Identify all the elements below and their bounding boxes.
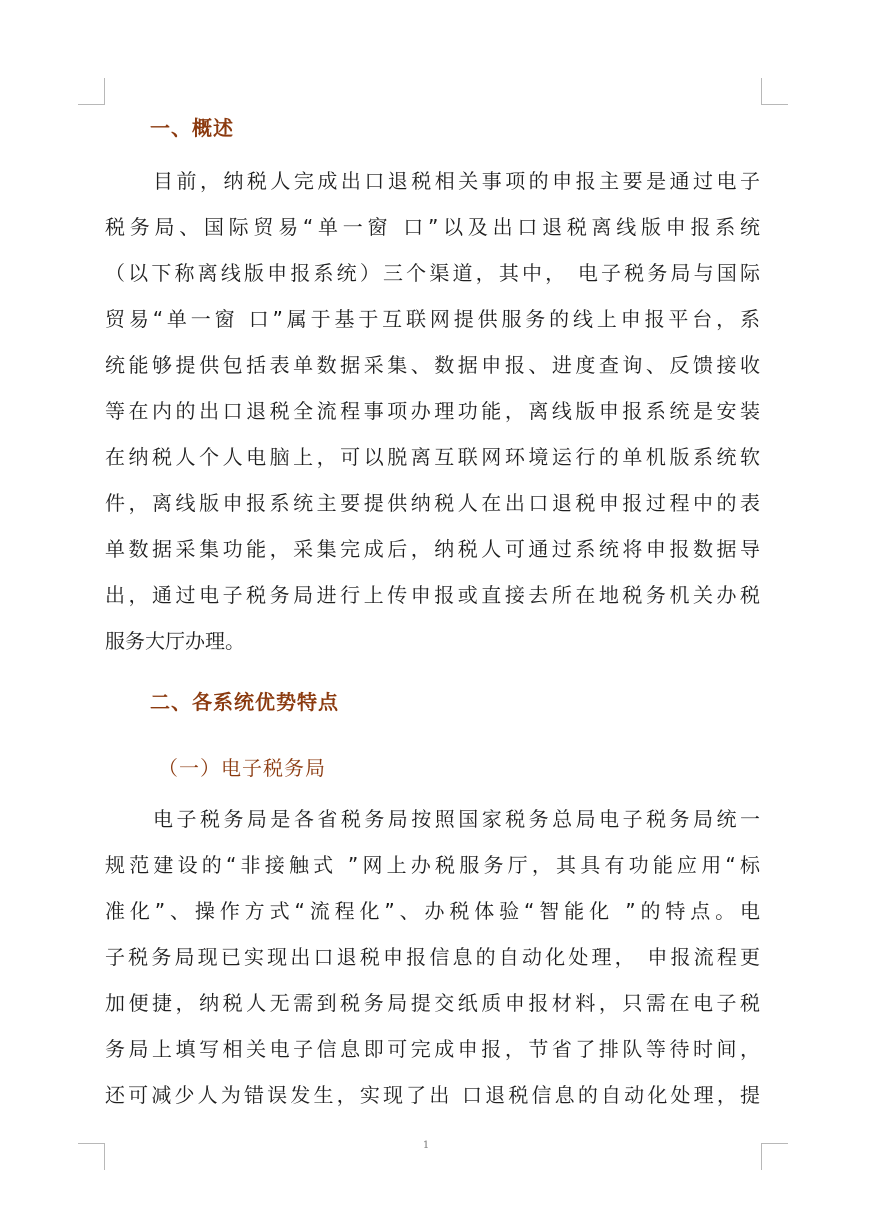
overview-paragraph xyxy=(105,158,760,664)
paragraph-line: 在纳税人个人电脑上，可以脱离互联网环境运行的单机版系统软 xyxy=(105,445,760,469)
e-tax-bureau-paragraph xyxy=(105,796,760,1118)
paragraph-line: 务局上填写相关电子信息即可完成申报，节省了排队等待时间， xyxy=(105,1037,760,1061)
paragraph-line: 子税务局现已实现出口退税申报信息的自动化处理， 申报流程更 xyxy=(105,945,760,969)
paragraph-line: 还可减少人为错误发生，实现了出 口退税信息的自动化处理，提 xyxy=(105,1083,760,1107)
paragraph-line: 加便捷，纳税人无需到税务局提交纸质申报材料，只需在电子税 xyxy=(105,991,760,1015)
paragraph-line: 服务大厅办理。 xyxy=(105,629,245,653)
paragraph-line: 件，离线版申报系统主要提供纳税人在出口退税申报过程中的表 xyxy=(105,491,760,515)
section-heading-overview: 一、概述 xyxy=(150,116,234,140)
paragraph-line: 电子税务局是各省税务局按照国家税务总局电子税务局统一 xyxy=(153,807,760,831)
paragraph-line: 税务局、国际贸易“单一窗 口”以及出口退税离线版申报系统 xyxy=(105,215,760,239)
page-number: 1 xyxy=(422,1140,430,1151)
paragraph-line: 出，通过电子税务局进行上传申报或直接去所在地税务机关办税 xyxy=(105,583,760,607)
paragraph-line: 统能够提供包括表单数据采集、数据申报、进度查询、反馈接收 xyxy=(105,353,760,377)
margin-corner-mark-top-left xyxy=(78,78,105,105)
margin-corner-mark-top-right xyxy=(761,78,788,105)
paragraph-line: 单数据采集功能，采集完成后，纳税人可通过系统将申报数据导 xyxy=(105,537,760,561)
paragraph-line: 准化”、操作方式“流程化”、办税体验“智能化 ”的特点。电 xyxy=(105,899,760,923)
paragraph-line: 贸易“单一窗 口”属于基于互联网提供服务的线上申报平台，系 xyxy=(105,307,760,331)
paragraph-line: 等在内的出口退税全流程事项办理功能，离线版申报系统是安装 xyxy=(105,399,760,423)
paragraph-line: 目前，纳税人完成出口退税相关事项的申报主要是通过电子 xyxy=(153,169,760,193)
paragraph-line: 规范建设的“非接触式 ”网上办税服务厅，其具有功能应用“标 xyxy=(105,853,760,877)
subsection-heading-e-tax-bureau: （一）电子税务局 xyxy=(158,756,326,780)
paragraph-line: （以下称离线版申报系统）三个渠道，其中， 电子税务局与国际 xyxy=(105,261,760,285)
section-heading-system-features: 二、各系统优势特点 xyxy=(150,690,339,714)
